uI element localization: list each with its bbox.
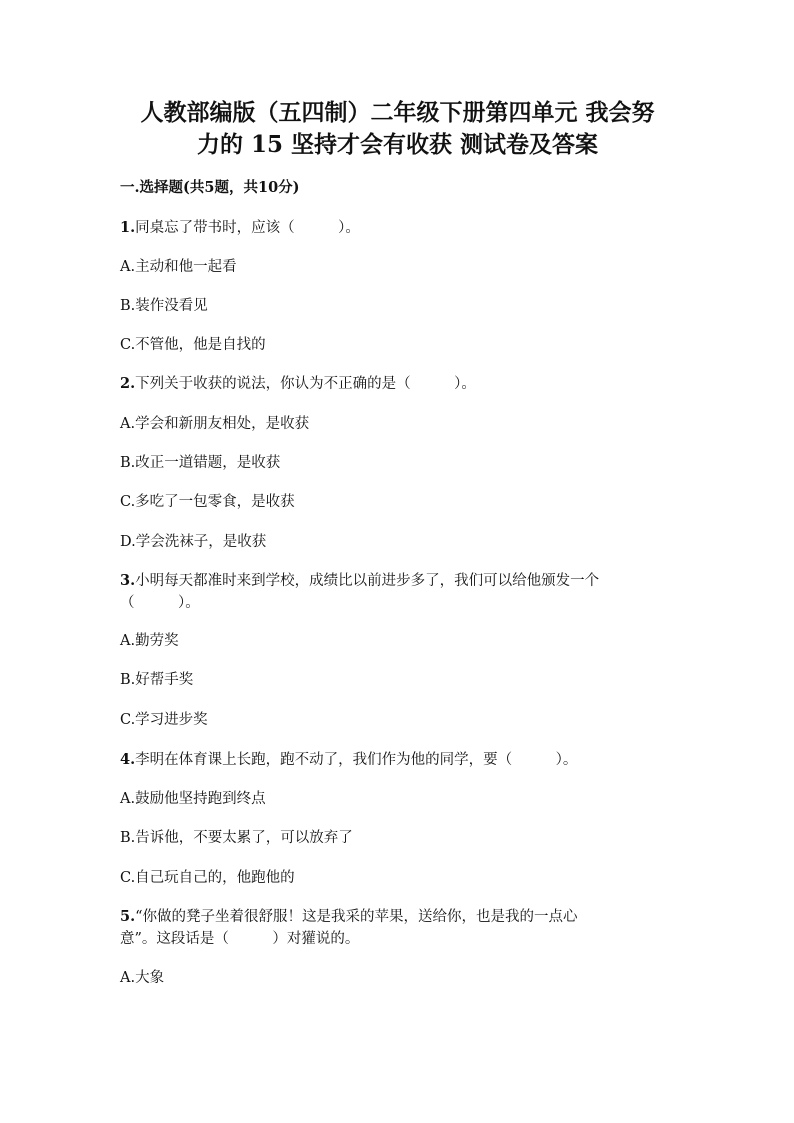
question-4-option-b: B.告诉他，不要太累了，可以放弃了 [120,830,353,846]
question-5-option-a: A.大象 [120,970,165,986]
question-3-stem-continued: （ ）。 [120,595,200,611]
question-2-option-a: A.学会和新朋友相处，是收获 [120,416,310,432]
question-1-option-b: B.装作没看见 [120,298,208,314]
question-4-option-a: A.鼓励他坚持跑到终点 [120,791,266,807]
question-3-stem [120,571,599,591]
question-4-option-c: C.自己玩自己的，他跑他的 [120,870,295,886]
document-title-line-2: 力的 15 坚持才会有收获 测试卷及答案 [196,131,599,158]
question-number: 4. [120,751,136,768]
question-text: 下列关于收获的说法，你认为不正确的是（ ）。 [135,376,476,392]
question-5-stem-continued: 意”。这段话是（ ）对獾说的。 [120,931,360,947]
section-heading: 一.选择题(共5题，共10分) [120,179,300,196]
question-2-option-d: D.学会洗袜子，是收获 [120,534,267,550]
question-1-stem [120,218,360,238]
question-3-option-a: A.勤劳奖 [120,633,179,649]
question-1-option-a: A.主动和他一起看 [120,259,237,275]
question-2-option-c: C.多吃了一包零食，是收获 [120,494,295,510]
question-text: 同桌忘了带书时，应该（ ）。 [135,220,360,236]
question-text: 小明每天都准时来到学校，成绩比以前进步多了，我们可以给他颁发一个 [135,573,600,589]
question-text: “你做的凳子坐着很舒服！这是我采的苹果，送给你，也是我的一点心 [135,909,578,925]
question-number: 5. [120,908,136,925]
question-2-option-b: B.改正一道错题，是收获 [120,455,281,471]
question-5-stem [120,907,578,927]
document-title-line-1: 人教部编版（五四制）二年级下册第四单元 我会努 [140,99,655,126]
question-3-option-c: C.学习进步奖 [120,712,208,728]
question-1-option-c: C.不管他，他是自找的 [120,337,266,353]
question-4-stem [120,750,577,770]
question-number: 1. [120,219,136,236]
question-text: 李明在体育课上长跑，跑不动了，我们作为他的同学，要（ ）。 [135,752,578,768]
question-number: 2. [120,375,136,392]
question-3-option-b: B.好帮手奖 [120,672,194,688]
question-2-stem [120,374,476,394]
question-number: 3. [120,572,136,589]
